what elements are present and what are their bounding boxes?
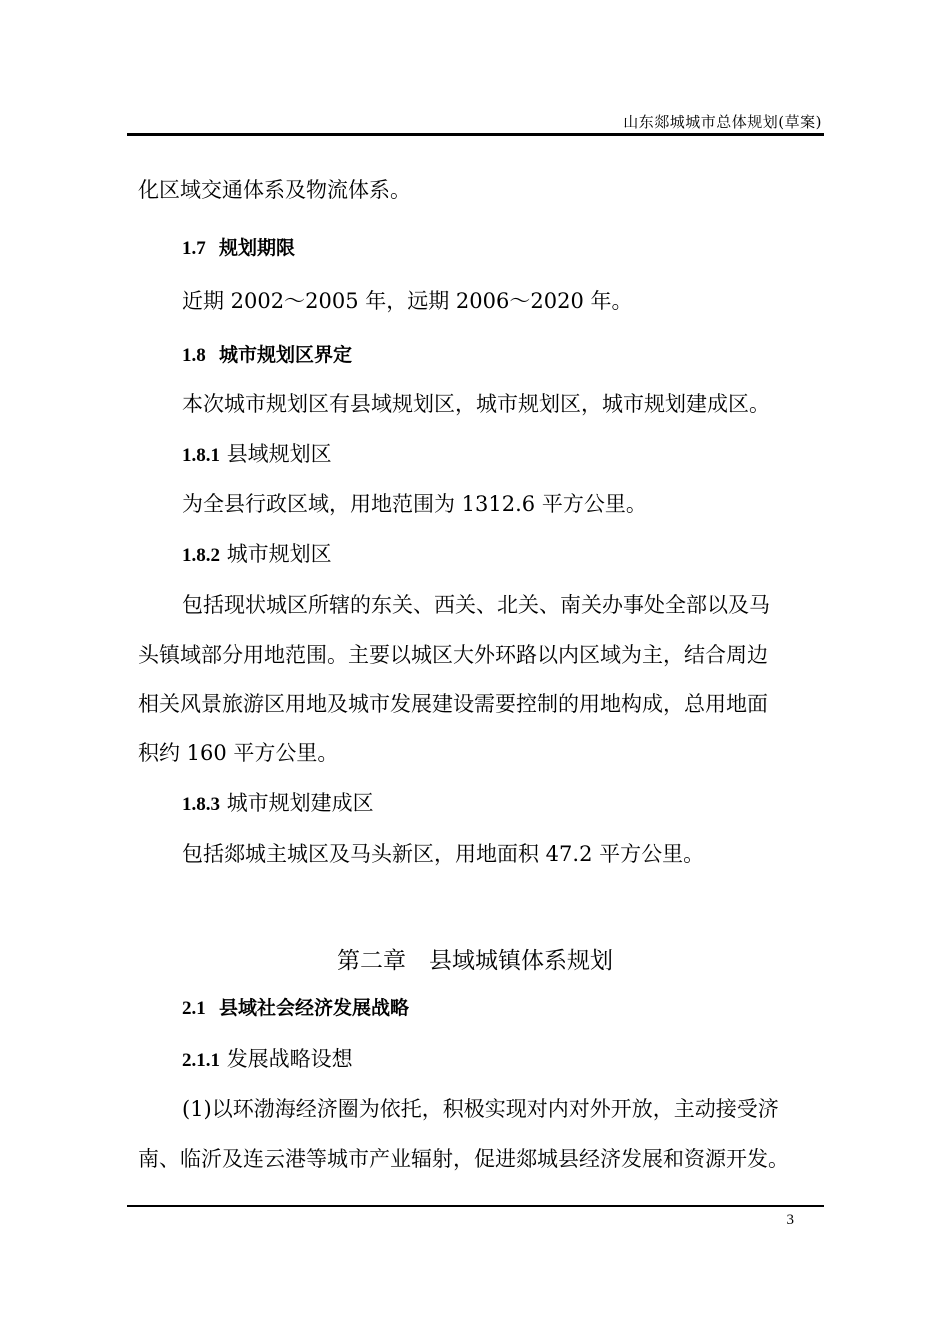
section-number: 1.8.1 [182, 445, 220, 466]
section-title: 发展战略设想 [226, 1047, 353, 1071]
footer-rule [127, 1205, 824, 1207]
section-title: 城市规划区界定 [218, 344, 352, 366]
page-number: 3 [786, 1212, 794, 1228]
section-title: 县域规划区 [226, 442, 332, 466]
section-title: 县域社会经济发展战略 [218, 997, 409, 1019]
subsection-heading-2-1-1 [182, 1043, 353, 1073]
body-text-line: 化区域交通体系及物流体系。 [138, 178, 411, 202]
chapter-title: 第二章 县域城镇体系规划 [337, 948, 613, 974]
section-number: 1.8.3 [182, 794, 220, 815]
paragraph-line: 头镇域部分用地范围。主要以城区大外环路以内区域为主，结合周边 [138, 643, 768, 667]
section-title: 城市规划区 [226, 542, 332, 566]
section-number: 2.1.1 [182, 1050, 220, 1071]
paragraph-line: 南、临沂及连云港等城市产业辐射，促进郯城县经济发展和资源开发。 [138, 1147, 789, 1171]
section-number: 1.7 [182, 238, 206, 259]
subsection-heading-1-8-1 [182, 438, 332, 468]
section-heading-2-1 [182, 993, 409, 1020]
subsection-heading-1-8-2 [182, 538, 332, 568]
subsection-heading-1-8-3 [182, 787, 374, 817]
section-number: 2.1 [182, 998, 206, 1019]
body-text-line: 包括郯城主城区及马头新区，用地面积 47.2 平方公里。 [182, 842, 705, 866]
paragraph-line: 积约 160 平方公里。 [138, 741, 339, 765]
section-heading-1-8 [182, 340, 352, 367]
section-title: 城市规划建成区 [226, 791, 374, 815]
section-heading-1-7 [182, 233, 295, 260]
section-number: 1.8.2 [182, 545, 220, 566]
section-number: 1.8 [182, 345, 206, 366]
header-rule [127, 133, 824, 136]
section-title: 规划期限 [218, 237, 295, 259]
body-text-line: 本次城市规划区有县域规划区，城市规划区，城市规划建成区。 [182, 392, 770, 416]
body-text-line: 近期 2002～2005 年，远期 2006～2020 年。 [182, 289, 633, 313]
paragraph-line: (1)以环渤海经济圈为依托，积极实现对内对外开放，主动接受济 [182, 1097, 779, 1121]
running-header: 山东郯城城市总体规划(草案) [623, 113, 822, 131]
paragraph-line: 相关风景旅游区用地及城市发展建设需要控制的用地构成，总用地面 [138, 692, 768, 716]
body-text-line: 为全县行政区域，用地范围为 1312.6 平方公里。 [182, 492, 647, 516]
paragraph-line: 包括现状城区所辖的东关、西关、北关、南关办事处全部以及马 [182, 593, 770, 617]
